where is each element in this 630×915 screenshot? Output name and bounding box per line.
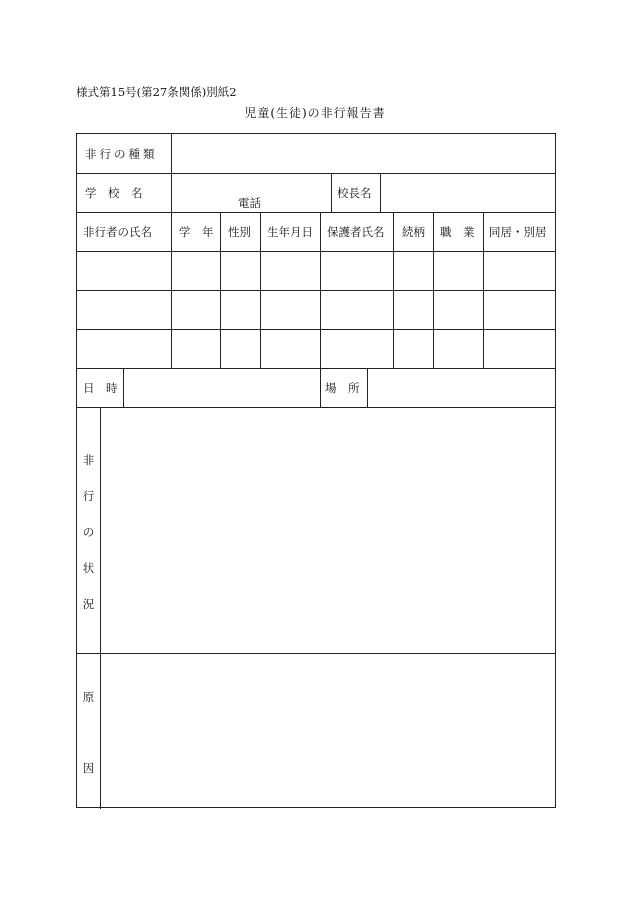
col-header-relation: 続柄 <box>402 224 425 239</box>
situation-char: 況 <box>82 597 95 611</box>
col-header-name: 非行者の氏名 <box>83 224 152 239</box>
situation-char: 状 <box>82 561 95 575</box>
cause-char: 原 <box>82 690 95 704</box>
col-header-guardian: 保護者氏名 <box>327 224 385 239</box>
report-form-table <box>76 133 556 808</box>
type-field[interactable] <box>172 134 554 173</box>
situation-char: の <box>82 525 95 539</box>
place-label: 場 所 <box>325 380 360 395</box>
col-header-cohabit: 同居・別居 <box>489 224 547 239</box>
col-header-occupation: 職 業 <box>440 224 475 239</box>
form-title: 児童(生徒)の非行報告書 <box>244 106 386 120</box>
col-divider <box>220 212 221 368</box>
school-label: 学 校 名 <box>85 185 143 200</box>
date-label: 日 時 <box>83 380 118 395</box>
col-divider <box>320 368 321 407</box>
form-code: 様式第15号(第27条関係)別紙2 <box>76 85 237 99</box>
principal-field[interactable] <box>381 173 554 212</box>
situation-field[interactable] <box>101 408 554 653</box>
col-header-birthdate: 生年月日 <box>267 224 313 239</box>
col-divider <box>393 212 394 368</box>
place-field[interactable] <box>368 368 554 407</box>
situation-char: 非 <box>82 453 95 467</box>
col-header-grade: 学 年 <box>179 224 214 239</box>
col-header-sex: 性別 <box>228 224 251 239</box>
principal-label: 校長名 <box>337 185 372 200</box>
col-divider <box>433 212 434 368</box>
situation-char: 行 <box>82 489 95 503</box>
col-divider <box>260 212 261 368</box>
cause-char: 因 <box>82 761 95 775</box>
col-divider <box>320 212 321 368</box>
col-divider <box>483 212 484 368</box>
date-field[interactable] <box>124 368 320 407</box>
col-divider <box>331 173 332 212</box>
type-label: 非行の種類 <box>85 146 158 161</box>
phone-label: 電話 <box>238 196 261 210</box>
cause-field[interactable] <box>101 654 554 808</box>
